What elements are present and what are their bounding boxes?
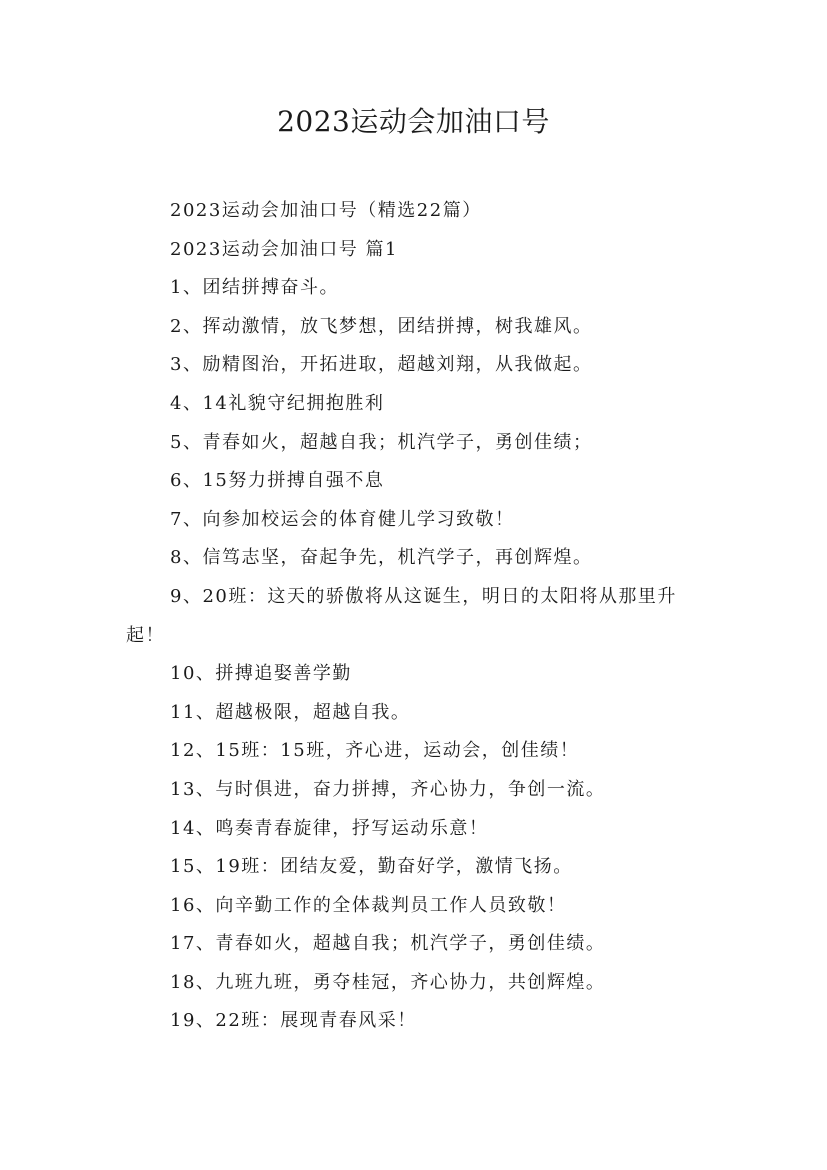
slogan-item: 2、挥动激情，放飞梦想，团结拼搏，树我雄风。	[170, 315, 593, 337]
slogan-item: 13、与时俱进，奋力拼搏，齐心协力，争创一流。	[170, 778, 606, 800]
slogan-item: 9、20班：这天的骄傲将从这诞生，明日的太阳将从那里升起！	[126, 585, 677, 646]
document-title: 2023运动会加油口号	[277, 105, 550, 138]
slogan-item: 17、青春如火，超越自我；机汽学子，勇创佳绩。	[170, 933, 606, 955]
slogan-item: 16、向辛勤工作的全体裁判员工作人员致敬！	[170, 894, 567, 916]
slogan-item: 4、14礼貌守纪拥抱胜利	[170, 392, 385, 414]
slogan-item: 8、信笃志坚，奋起争先，机汽学子，再创辉煌。	[170, 547, 593, 569]
slogan-item: 14、鸣奏青春旋律，抒写运动乐意！	[170, 817, 489, 839]
document-body	[126, 192, 711, 1041]
paragraph-subtitle: 2023运动会加油口号（精选22篇）	[170, 200, 482, 221]
slogan-item: 11、超越极限，超越自我。	[170, 701, 411, 723]
slogan-item: 12、15班：15班，齐心进，运动会，创佳绩！	[170, 740, 580, 762]
slogan-item: 5、青春如火，超越自我；机汽学子，勇创佳绩；	[170, 431, 593, 453]
paragraph-section-heading: 2023运动会加油口号 篇1	[170, 238, 398, 260]
slogan-item: 15、19班：团结友爱，勤奋好学，激情飞扬。	[170, 856, 573, 878]
slogan-item: 3、励精图治，开拓进取，超越刘翔，从我做起。	[170, 354, 593, 376]
slogan-item: 1、团结拼搏奋斗。	[170, 277, 339, 299]
slogan-item: 6、15努力拼搏自强不息	[170, 470, 385, 492]
slogan-item: 19、22班：展现青春风采！	[170, 1010, 417, 1032]
slogan-item: 18、九班九班，勇夺桂冠，齐心协力，共创辉煌。	[170, 971, 606, 993]
slogan-item: 10、拼搏追娶善学勤	[170, 663, 352, 685]
slogan-item: 7、向参加校运会的体育健儿学习致敬！	[170, 508, 515, 530]
